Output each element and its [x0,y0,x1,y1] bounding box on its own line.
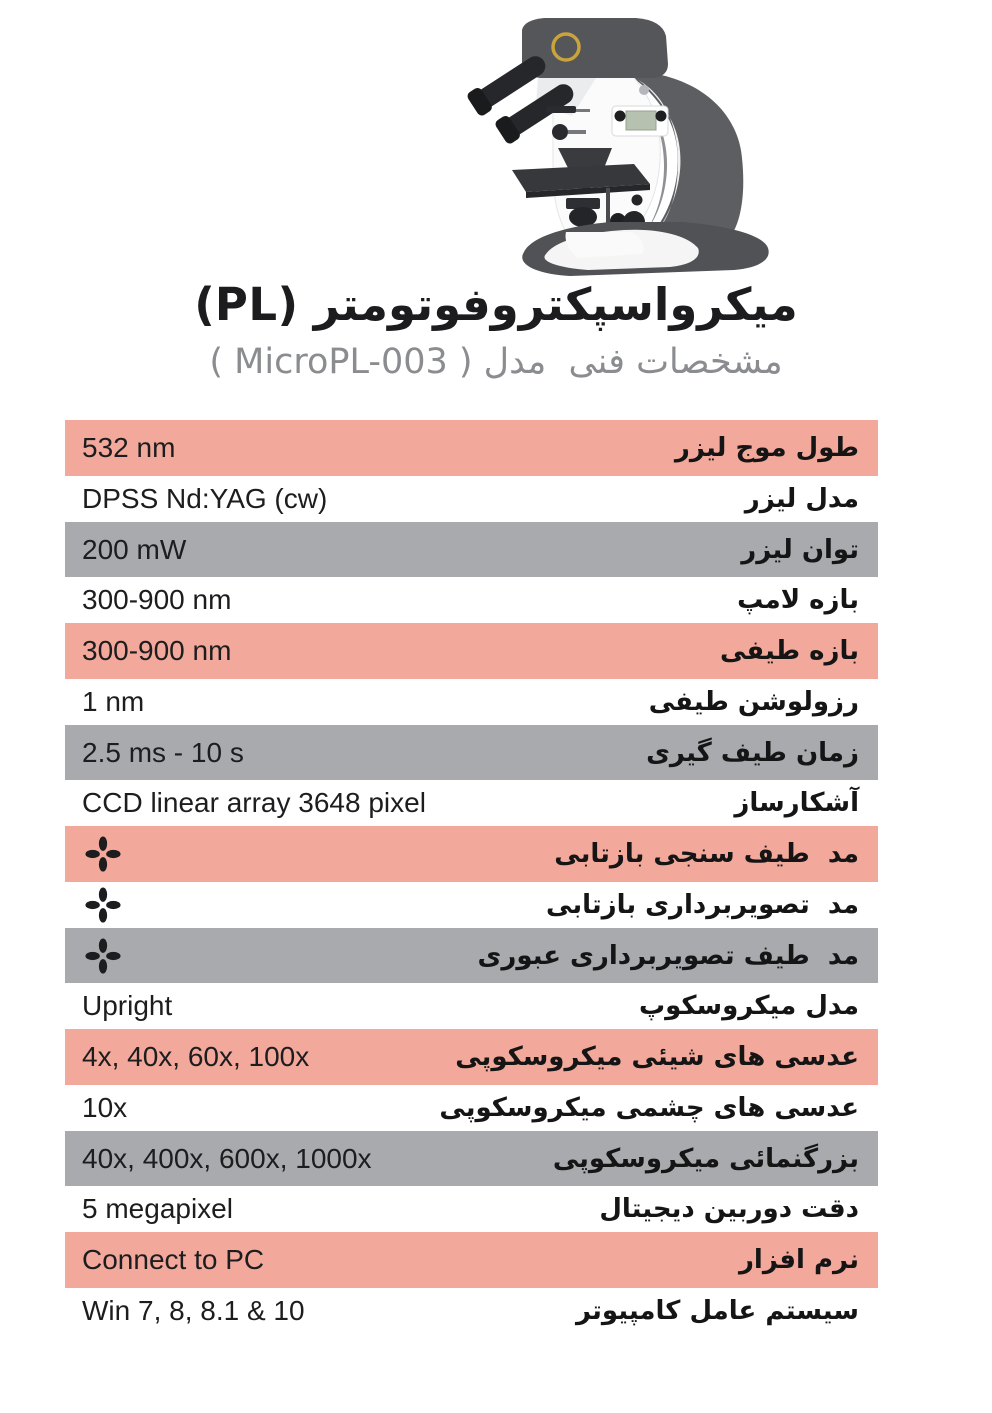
spec-row [65,882,878,928]
spec-label: بازه لامپ [737,585,859,615]
spec-value: Connect to PC [82,1244,265,1275]
spec-row [65,1029,878,1085]
spec-row [65,780,878,826]
spec-label: آشکارساز [734,788,859,818]
spec-row [65,1085,878,1131]
four-petal-asterisk-icon [85,887,121,923]
spec-row [65,679,878,725]
spec-value: 10x [82,1092,128,1123]
upright-microscope-illustration [420,10,792,280]
spec-label: عدسی های شیئی میکروسکوپی [455,1042,859,1072]
spec-row [65,420,878,476]
microscope-product-image [420,10,792,280]
spec-value: DPSS Nd:YAG (cw) [82,483,328,514]
spec-value: 2.5 ms - 10 s [82,736,244,768]
spec-value [65,938,121,974]
spec-row [65,522,878,577]
spec-label: سیستم عامل کامپیوتر [575,1296,859,1326]
spec-value: 5 megapixel [82,1193,233,1224]
spec-label: توان لیزر [741,534,859,565]
spec-table [65,420,878,1334]
spec-label: مد طیف سنجی بازتابی [554,839,859,869]
spec-value [65,836,121,872]
spec-value: Upright [82,990,173,1021]
spec-label: زمان طیف گیری [646,737,859,768]
spec-label: مد طیف تصویربرداری عبوری [477,940,859,971]
spec-row [65,1131,878,1186]
spec-row [65,476,878,522]
page-title: میکرواسپکتروفوتومتر (PL) [194,278,798,331]
spec-label: مدل لیزر [744,484,859,514]
spec-row [65,1186,878,1232]
spec-value: 532 nm [82,432,176,463]
spec-label: عدسی های چشمی میکروسکوپی [439,1093,859,1123]
spec-row [65,983,878,1029]
four-petal-asterisk-icon [85,836,121,872]
spec-value: 300-900 nm [82,635,232,666]
four-petal-asterisk-icon [85,938,121,974]
spec-row [65,1232,878,1288]
spec-value: CCD linear array 3648 pixel [82,787,426,818]
spec-label: مدل میکروسکوپ [638,991,859,1021]
spec-label: دقت دوربین دیجیتال [599,1194,859,1224]
spec-value: Win 7, 8, 8.1 & 10 [82,1295,305,1326]
spec-label: بازه طیفی [719,636,859,666]
spec-label: نرم افزار [738,1245,859,1275]
spec-label: رزولوشن طیفی [648,687,859,717]
spec-value [65,887,121,923]
spec-label: طول موج لیزر [674,433,859,463]
page-subtitle: مشخصات فنی مدل ( MicroPL-003 ) [209,342,783,382]
spec-value: 1 nm [82,686,145,717]
spec-value: 300-900 nm [82,584,232,615]
spec-row [65,1288,878,1334]
spec-row [65,928,878,983]
spec-label: بزرگنمائی میکروسکوپی [552,1143,859,1174]
spec-row [65,725,878,780]
spec-value: 200 mW [82,533,187,565]
spec-row [65,623,878,679]
spec-label: مد تصویربرداری بازتابی [546,890,859,920]
spec-row [65,826,878,882]
spec-row [65,577,878,623]
spec-value: 4x, 40x, 60x, 100x [82,1041,310,1072]
spec-value: 40x, 400x, 600x, 1000x [82,1142,372,1174]
